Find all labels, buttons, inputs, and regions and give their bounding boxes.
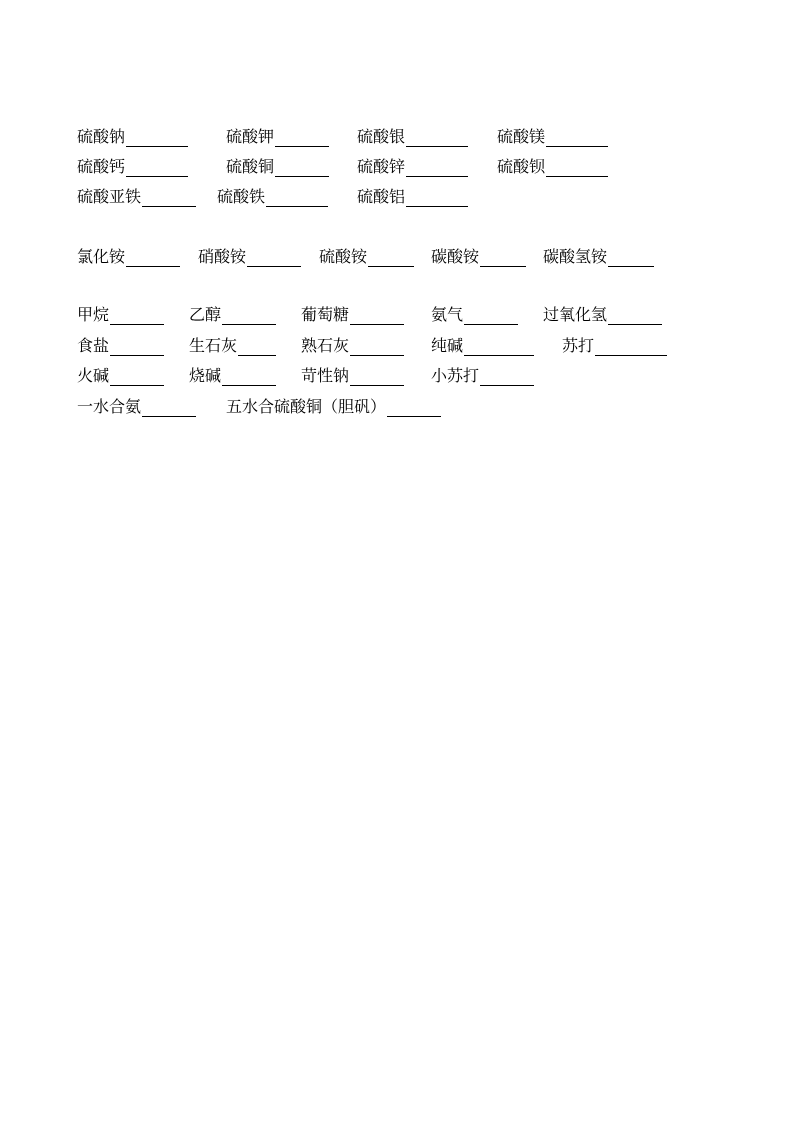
answer-blank[interactable] [126, 249, 180, 267]
fill-in-item [226, 127, 329, 147]
item-label: 乙醇 [189, 305, 222, 324]
worksheet-row [0, 157, 794, 177]
fill-in-item [562, 336, 667, 356]
answer-blank[interactable] [110, 307, 164, 325]
fill-in-item [77, 187, 196, 207]
answer-blank[interactable] [110, 338, 164, 356]
answer-blank[interactable] [406, 189, 468, 207]
fill-in-item [217, 187, 328, 207]
fill-in-item [77, 157, 188, 177]
fill-in-item [77, 305, 164, 325]
item-label: 硫酸铜 [226, 157, 275, 176]
answer-blank[interactable] [350, 307, 404, 325]
item-label: 硫酸铝 [357, 187, 406, 206]
answer-blank[interactable] [608, 307, 662, 325]
answer-blank[interactable] [350, 338, 404, 356]
fill-in-item [431, 366, 534, 386]
fill-in-item [301, 366, 404, 386]
item-label: 氯化铵 [77, 247, 126, 266]
fill-in-item [226, 157, 329, 177]
answer-blank[interactable] [266, 189, 328, 207]
item-label: 硫酸钾 [226, 127, 275, 146]
item-label: 硫酸钙 [77, 157, 126, 176]
answer-blank[interactable] [464, 338, 534, 356]
answer-blank[interactable] [406, 159, 468, 177]
fill-in-item [77, 397, 196, 417]
item-label: 碳酸氢铵 [543, 247, 608, 266]
fill-in-item [319, 247, 414, 267]
answer-blank[interactable] [275, 129, 329, 147]
fill-in-item [497, 127, 608, 147]
answer-blank[interactable] [126, 159, 188, 177]
answer-blank[interactable] [480, 249, 526, 267]
item-label: 火碱 [77, 366, 110, 385]
fill-in-item [77, 336, 164, 356]
item-label: 硫酸铁 [217, 187, 266, 206]
answer-blank[interactable] [275, 159, 329, 177]
fill-in-item [431, 247, 526, 267]
item-label: 甲烷 [77, 305, 110, 324]
fill-in-item [543, 247, 654, 267]
fill-in-item [357, 157, 468, 177]
answer-blank[interactable] [110, 368, 164, 386]
fill-in-item [189, 366, 276, 386]
item-label: 过氧化氢 [543, 305, 608, 324]
answer-blank[interactable] [595, 338, 667, 356]
fill-in-item [77, 127, 188, 147]
fill-in-item [189, 336, 276, 356]
answer-blank[interactable] [464, 307, 518, 325]
fill-in-item [198, 247, 301, 267]
fill-in-item [226, 397, 441, 417]
fill-in-item [189, 305, 276, 325]
answer-blank[interactable] [142, 399, 196, 417]
answer-blank[interactable] [238, 338, 276, 356]
item-label: 硫酸钠 [77, 127, 126, 146]
worksheet-row [0, 336, 794, 356]
item-label: 硫酸银 [357, 127, 406, 146]
item-label: 碳酸铵 [431, 247, 480, 266]
worksheet-row [0, 127, 794, 147]
answer-blank[interactable] [546, 159, 608, 177]
item-label: 烧碱 [189, 366, 222, 385]
item-label: 生石灰 [189, 336, 238, 355]
worksheet-row [0, 397, 794, 417]
fill-in-item [543, 305, 662, 325]
answer-blank[interactable] [387, 399, 441, 417]
fill-in-item [357, 127, 468, 147]
fill-in-item [431, 336, 534, 356]
item-label: 氨气 [431, 305, 464, 324]
answer-blank[interactable] [126, 129, 188, 147]
item-label: 硫酸铵 [319, 247, 368, 266]
item-label: 食盐 [77, 336, 110, 355]
worksheet-row [0, 305, 794, 325]
item-label: 硫酸锌 [357, 157, 406, 176]
answer-blank[interactable] [222, 307, 276, 325]
fill-in-item [431, 305, 518, 325]
item-label: 熟石灰 [301, 336, 350, 355]
answer-blank[interactable] [222, 368, 276, 386]
answer-blank[interactable] [368, 249, 414, 267]
answer-blank[interactable] [247, 249, 301, 267]
item-label: 硫酸钡 [497, 157, 546, 176]
item-label: 葡萄糖 [301, 305, 350, 324]
fill-in-item [497, 157, 608, 177]
answer-blank[interactable] [406, 129, 468, 147]
fill-in-item [301, 336, 404, 356]
worksheet-row [0, 187, 794, 207]
answer-blank[interactable] [350, 368, 404, 386]
answer-blank[interactable] [142, 189, 196, 207]
item-label: 五水合硫酸铜（胆矾） [226, 397, 387, 416]
worksheet-row [0, 366, 794, 386]
item-label: 纯碱 [431, 336, 464, 355]
answer-blank[interactable] [546, 129, 608, 147]
item-label: 硝酸铵 [198, 247, 247, 266]
answer-blank[interactable] [480, 368, 534, 386]
worksheet-row [0, 247, 794, 267]
item-label: 硫酸镁 [497, 127, 546, 146]
item-label: 苛性钠 [301, 366, 350, 385]
item-label: 小苏打 [431, 366, 480, 385]
fill-in-item [357, 187, 468, 207]
item-label: 硫酸亚铁 [77, 187, 142, 206]
fill-in-item [301, 305, 404, 325]
answer-blank[interactable] [608, 249, 654, 267]
item-label: 一水合氨 [77, 397, 142, 416]
fill-in-item [77, 366, 164, 386]
fill-in-item [77, 247, 180, 267]
item-label: 苏打 [562, 336, 595, 355]
